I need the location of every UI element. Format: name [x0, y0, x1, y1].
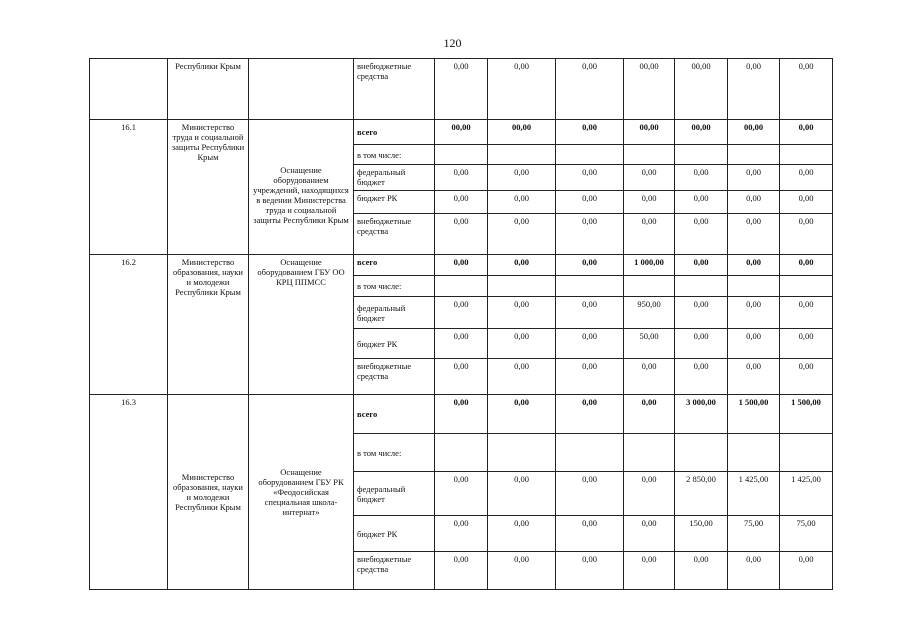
value-cell: 00,00 [728, 120, 780, 145]
value-cell: 0,00 [624, 165, 675, 191]
value-cell: 1 500,00 [728, 395, 780, 434]
executor-cell: Министерство труда и социальной защиты Республики Крым [168, 120, 249, 255]
value-cell: 00,00 [675, 120, 728, 145]
value-cell: 0,00 [556, 472, 624, 516]
value-cell: 0,00 [488, 59, 556, 120]
value-cell: 0,00 [488, 165, 556, 191]
value-cell: 0,00 [435, 165, 488, 191]
value-cell: 0,00 [780, 59, 833, 120]
value-cell: 0,00 [780, 214, 833, 255]
value-cell: 0,00 [435, 552, 488, 590]
value-cell: 0,00 [488, 297, 556, 329]
value-cell: 0,00 [728, 165, 780, 191]
value-cell: 1 500,00 [780, 395, 833, 434]
value-cell: 0,00 [556, 59, 624, 120]
value-cell: 0,00 [435, 297, 488, 329]
value-cell: 2 850,00 [675, 472, 728, 516]
value-cell: 0,00 [624, 472, 675, 516]
value-cell: 0,00 [675, 255, 728, 276]
source-cell: федеральный бюджет [354, 297, 435, 329]
table-row [90, 395, 833, 434]
value-cell: 0,00 [488, 255, 556, 276]
value-cell: 1 425,00 [728, 472, 780, 516]
value-cell: 0,00 [556, 329, 624, 359]
source-cell: бюджет РК [354, 191, 435, 214]
executor-cell: Министерство образования, науки и молодежи Республики Крым [168, 255, 249, 395]
value-cell: 0,00 [675, 191, 728, 214]
value-cell: 0,00 [624, 395, 675, 434]
value-cell: 0,00 [780, 297, 833, 329]
value-cell: 0,00 [780, 191, 833, 214]
value-cell: 150,00 [675, 516, 728, 552]
value-cell: 0,00 [675, 297, 728, 329]
event-cell: Оснащение оборудованием учреждений, находящихся в ведении Министерства труда и социальной защиты Республики Крым [249, 120, 354, 255]
source-cell: в том числе: [354, 276, 435, 297]
value-cell: 0,00 [728, 552, 780, 590]
value-cell: 0,00 [556, 552, 624, 590]
value-cell: 0,00 [488, 329, 556, 359]
value-cell: 0,00 [435, 214, 488, 255]
value-cell: 1 425,00 [780, 472, 833, 516]
value-cell: 0,00 [624, 191, 675, 214]
value-cell: 0,00 [435, 59, 488, 120]
source-cell: федеральный бюджет [354, 165, 435, 191]
executor-cell: Министерство образования, науки и молодежи Республики Крым [168, 395, 249, 590]
value-cell: 0,00 [556, 120, 624, 145]
value-cell: 0,00 [488, 191, 556, 214]
value-cell: 0,00 [435, 359, 488, 395]
value-cell: 0,00 [488, 516, 556, 552]
value-cell: 0,00 [435, 516, 488, 552]
event-cell: Оснащение оборудованием ГБУ РК «Феодосийская специальная школа-интернат» [249, 395, 354, 590]
value-cell: 0,00 [675, 329, 728, 359]
value-cell: 0,00 [624, 552, 675, 590]
row-number: 16.2 [90, 255, 168, 395]
page-number: 120 [443, 36, 462, 50]
value-cell: 0,00 [728, 191, 780, 214]
value-cell: 0,00 [488, 472, 556, 516]
value-cell: 0,00 [556, 297, 624, 329]
event-cell [249, 59, 354, 120]
row-number: 16.3 [90, 395, 168, 590]
value-cell: 0,00 [728, 255, 780, 276]
value-cell: 0,00 [728, 214, 780, 255]
value-cell: 0,00 [675, 214, 728, 255]
value-cell: 0,00 [488, 359, 556, 395]
row-number: 16.1 [90, 120, 168, 255]
value-cell: 950,00 [624, 297, 675, 329]
value-cell: 0,00 [780, 165, 833, 191]
value-cell: 0,00 [435, 329, 488, 359]
source-cell: всего [354, 395, 435, 434]
value-cell: 0,00 [556, 516, 624, 552]
value-cell: 0,00 [728, 297, 780, 329]
value-cell: 00,00 [488, 120, 556, 145]
value-cell: 0,00 [556, 191, 624, 214]
source-cell: внебюджетные средства [354, 552, 435, 590]
event-cell: Оснащение оборудованием ГБУ ОО КРЦ ППМСС [249, 255, 354, 395]
value-cell: 00,00 [624, 120, 675, 145]
value-cell: 0,00 [728, 329, 780, 359]
value-cell: 0,00 [556, 359, 624, 395]
source-cell: всего [354, 120, 435, 145]
value-cell: 00,00 [624, 59, 675, 120]
value-cell: 0,00 [675, 165, 728, 191]
source-cell: бюджет РК [354, 516, 435, 552]
value-cell: 0,00 [780, 120, 833, 145]
value-cell: 0,00 [675, 552, 728, 590]
value-cell: 75,00 [728, 516, 780, 552]
value-cell: 0,00 [624, 214, 675, 255]
value-cell: 0,00 [556, 214, 624, 255]
value-cell: 3 000,00 [675, 395, 728, 434]
source-cell: в том числе: [354, 434, 435, 472]
value-cell: 0,00 [780, 255, 833, 276]
value-cell: 0,00 [780, 552, 833, 590]
value-cell: 00,00 [435, 120, 488, 145]
value-cell: 0,00 [556, 395, 624, 434]
source-cell: внебюджетные средства [354, 359, 435, 395]
source-cell: федеральный бюджет [354, 472, 435, 516]
budget-table [89, 58, 833, 590]
value-cell: 0,00 [435, 395, 488, 434]
value-cell: 0,00 [556, 165, 624, 191]
value-cell: 0,00 [435, 191, 488, 214]
value-cell: 0,00 [488, 395, 556, 434]
value-cell: 0,00 [435, 255, 488, 276]
table-row [90, 255, 833, 276]
value-cell: 0,00 [728, 359, 780, 395]
table-row [90, 59, 833, 120]
value-cell: 0,00 [435, 472, 488, 516]
value-cell: 0,00 [488, 552, 556, 590]
value-cell: 75,00 [780, 516, 833, 552]
value-cell: 0,00 [780, 359, 833, 395]
source-cell: в том числе: [354, 145, 435, 165]
table-row [90, 120, 833, 145]
source-cell: всего [354, 255, 435, 276]
value-cell: 0,00 [728, 59, 780, 120]
value-cell: 0,00 [624, 359, 675, 395]
source-cell: внебюджетные средства [354, 59, 435, 120]
value-cell: 00,00 [675, 59, 728, 120]
source-cell: внебюджетные средства [354, 214, 435, 255]
value-cell: 1 000,00 [624, 255, 675, 276]
value-cell: 50,00 [624, 329, 675, 359]
value-cell: 0,00 [556, 255, 624, 276]
row-number [90, 59, 168, 120]
value-cell: 0,00 [488, 214, 556, 255]
value-cell: 0,00 [675, 359, 728, 395]
value-cell: 0,00 [624, 516, 675, 552]
value-cell: 0,00 [780, 329, 833, 359]
source-cell: бюджет РК [354, 329, 435, 359]
executor-cell: Республики Крым [168, 59, 249, 120]
